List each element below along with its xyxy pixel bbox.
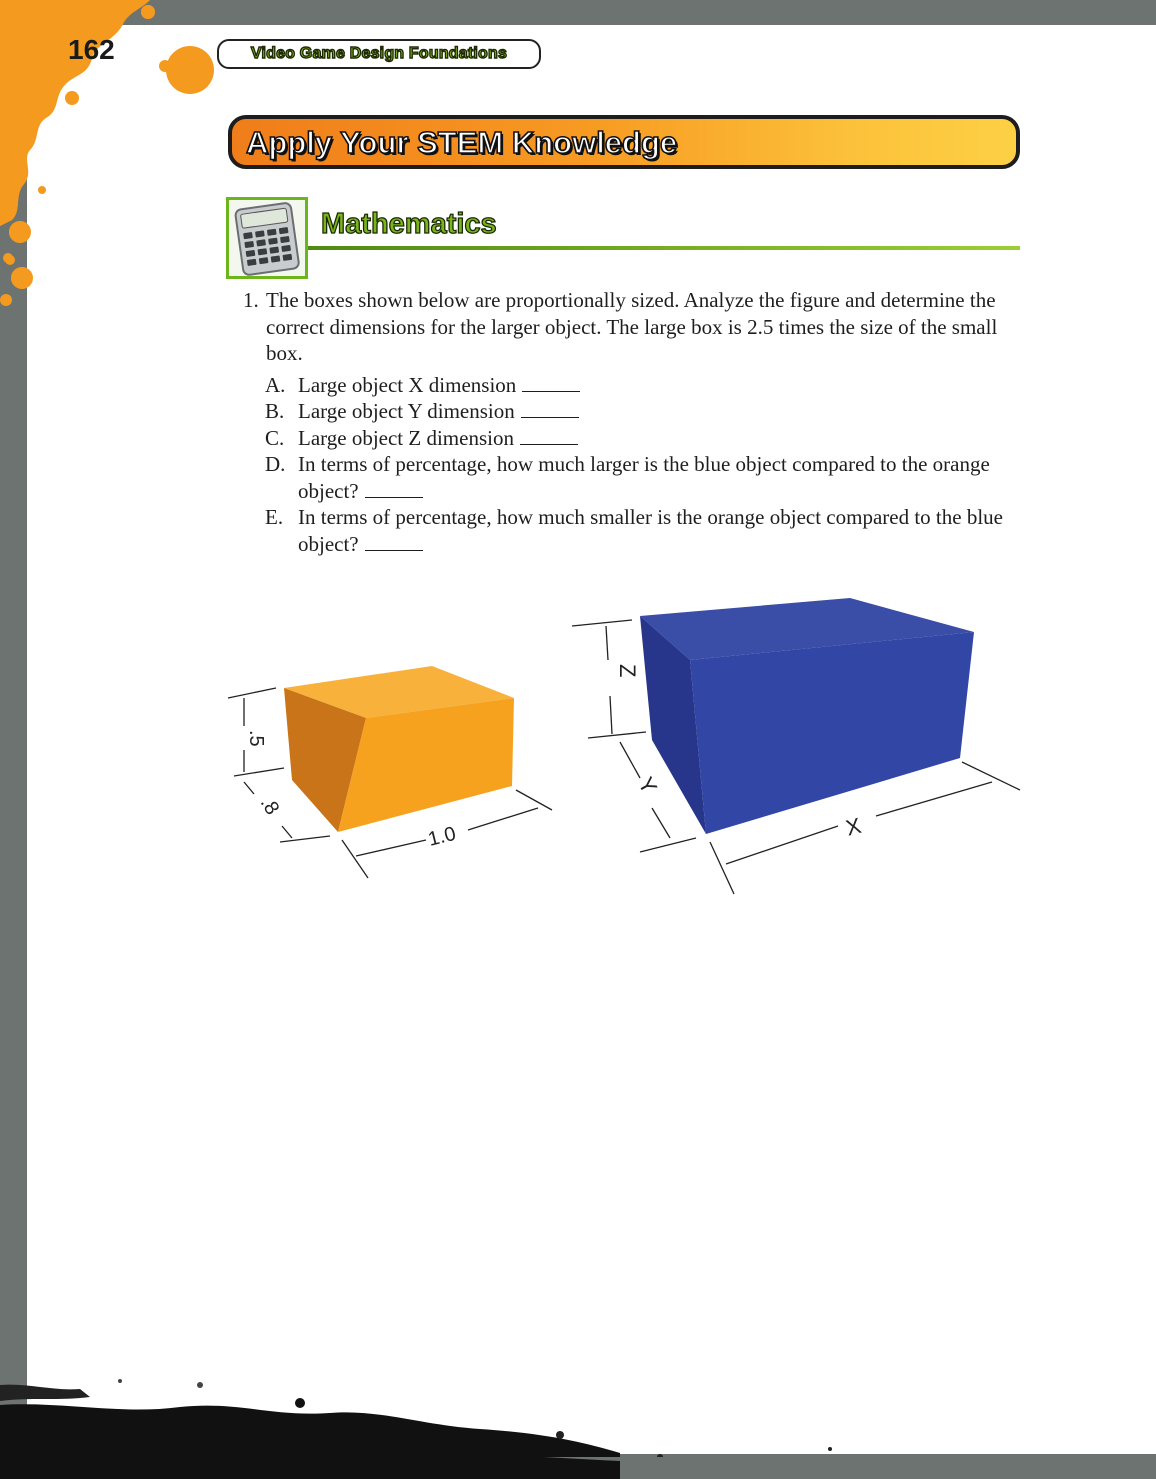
part-text: Large object Z dimension bbox=[298, 426, 514, 450]
question-part-a bbox=[265, 372, 1035, 399]
part-letter: E. bbox=[265, 505, 284, 529]
answer-blank[interactable] bbox=[522, 377, 580, 392]
stem-banner bbox=[228, 115, 1020, 169]
answer-blank[interactable] bbox=[521, 403, 579, 418]
part-letter: A. bbox=[265, 373, 286, 397]
part-text: In terms of percentage, how much smaller is the orange object compared to the blue object? bbox=[298, 505, 1003, 556]
small-depth-label: .8 bbox=[255, 792, 284, 819]
book-title-badge bbox=[217, 39, 541, 69]
part-letter: D. bbox=[265, 452, 286, 476]
question-text: The boxes shown below are proportionally sized. Analyze the figure and determine the correct dimensions for the larger object. The large box is 2.5 times the size of the small box. bbox=[266, 288, 998, 365]
large-width-label: X bbox=[843, 812, 864, 841]
calculator-icon bbox=[226, 197, 308, 279]
banner-title: Apply Your STEM Knowledge bbox=[246, 125, 678, 160]
orange-splatter-overlay bbox=[0, 0, 230, 320]
part-text: Large object Y dimension bbox=[298, 399, 515, 423]
proportional-boxes-figure bbox=[220, 590, 1030, 900]
section-title: Mathematics bbox=[321, 208, 497, 240]
answer-blank[interactable] bbox=[365, 536, 423, 551]
large-blue-box bbox=[640, 598, 974, 834]
part-text: Large object X dimension bbox=[298, 373, 517, 397]
large-depth-label: Y bbox=[633, 772, 663, 799]
small-height-label: .5 bbox=[245, 730, 267, 747]
part-letter: C. bbox=[265, 426, 285, 450]
book-title: Video Game Design Foundations bbox=[250, 45, 508, 62]
answer-blank[interactable] bbox=[365, 483, 423, 498]
part-letter: B. bbox=[265, 399, 285, 423]
question-part-b bbox=[265, 398, 1035, 425]
question-part-d bbox=[265, 451, 1020, 504]
question-part-e bbox=[265, 504, 1025, 557]
small-width-label: 1.0 bbox=[425, 822, 459, 851]
page-number: 162 bbox=[68, 34, 115, 65]
answer-blank[interactable] bbox=[520, 430, 578, 445]
part-text: In terms of percentage, how much larger is the blue object compared to the orange object? bbox=[298, 452, 990, 503]
small-orange-box bbox=[284, 666, 514, 832]
large-height-label: Z bbox=[615, 664, 640, 678]
question-part-c bbox=[265, 425, 1035, 452]
question-number: 1. bbox=[243, 288, 259, 312]
bottom-grunge-decoration bbox=[0, 1345, 1156, 1479]
question-1 bbox=[243, 287, 1023, 367]
section-divider bbox=[308, 246, 1020, 250]
